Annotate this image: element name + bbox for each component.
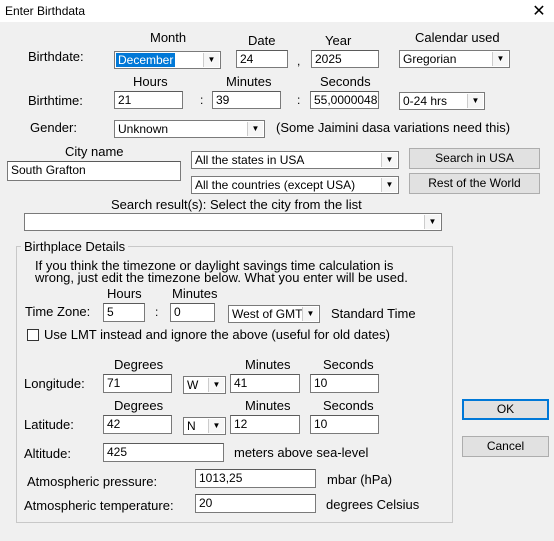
pressure-input[interactable]: 1013,25 [195, 469, 316, 488]
lmt-checkbox[interactable] [27, 329, 39, 341]
time-format-select[interactable] [399, 92, 485, 110]
month-value: December [118, 53, 174, 67]
temperature-input[interactable]: 20 [195, 494, 316, 513]
lmt-label: Use LMT instead and ignore the above (useful for old dates) [44, 327, 390, 342]
calendar-header: Calendar used [415, 30, 500, 45]
chevron-down-icon[interactable]: ▼ [302, 307, 318, 321]
altitude-unit: meters above sea-level [234, 445, 369, 460]
chevron-down-icon[interactable]: ▼ [203, 53, 219, 67]
pressure-label: Atmospheric pressure: [27, 474, 158, 489]
info-line-2: wrong, just edit the timezone below. What you enter will be used. [35, 270, 408, 285]
states-value: All the states in USA [195, 153, 305, 167]
date-input[interactable]: 24 [236, 50, 288, 68]
close-icon[interactable]: ✕ [532, 3, 546, 20]
gender-note: (Some Jaimini dasa variations need this) [276, 120, 511, 135]
rest-of-world-button[interactable]: Rest of the World [409, 173, 540, 194]
tz-minutes-input[interactable]: 0 [170, 303, 215, 322]
cancel-button[interactable]: Cancel [462, 436, 549, 457]
seconds-input[interactable]: 55,0000048 [310, 91, 379, 109]
calendar-value: Gregorian [403, 52, 457, 66]
date-separator: , [297, 54, 301, 68]
latitude-direction-select[interactable] [183, 417, 226, 435]
time-format-value: 0-24 hrs [403, 94, 448, 108]
year-input[interactable]: 2025 [311, 50, 379, 68]
minutes-input[interactable]: 39 [212, 91, 281, 109]
birthdate-label: Birthdate: [28, 49, 84, 64]
seconds-header: Seconds [320, 74, 371, 89]
birthplace-group-title: Birthplace Details [21, 239, 128, 254]
longitude-direction-select[interactable] [183, 376, 226, 394]
countries-value: All the countries (except USA) [195, 178, 356, 192]
search-results-label: Search result(s): Select the city from the list [111, 197, 362, 212]
birthtime-label: Birthtime: [28, 93, 83, 108]
city-input[interactable]: South Grafton [7, 161, 181, 181]
lat-minutes-header: Minutes [245, 398, 291, 413]
timezone-label: Time Zone: [25, 304, 91, 319]
states-select[interactable] [191, 151, 399, 169]
pressure-unit: mbar (hPa) [327, 472, 393, 487]
hours-input[interactable]: 21 [114, 91, 183, 109]
longitude-label: Longitude: [24, 376, 85, 391]
tz-hours-header: Hours [107, 286, 142, 301]
longitude-direction-value: W [187, 378, 199, 392]
lon-minutes-header: Minutes [245, 357, 291, 372]
latitude-seconds-input[interactable]: 10 [310, 415, 379, 434]
tz-hours-input[interactable]: 5 [103, 303, 145, 322]
year-header: Year [325, 33, 352, 48]
tz-type-label: Standard Time [331, 306, 416, 321]
minutes-header: Minutes [226, 74, 272, 89]
longitude-minutes-input[interactable]: 41 [230, 374, 300, 393]
info-line-1: If you think the timezone or daylight savings time calculation is [35, 258, 394, 273]
latitude-label: Latitude: [24, 417, 74, 432]
longitude-seconds-input[interactable]: 10 [310, 374, 379, 393]
gender-label: Gender: [30, 120, 77, 135]
gender-value: Unknown [118, 122, 169, 136]
chevron-down-icon[interactable]: ▼ [381, 153, 397, 167]
chevron-down-icon[interactable]: ▼ [381, 178, 397, 192]
lat-degrees-header: Degrees [114, 398, 164, 413]
tz-direction-value: West of GMT [232, 307, 303, 321]
month-select[interactable] [114, 51, 221, 69]
tz-minutes-header: Minutes [172, 286, 218, 301]
window-title: Enter Birthdata [5, 4, 86, 18]
chevron-down-icon[interactable]: ▼ [492, 52, 508, 66]
temperature-unit: degrees Celsius [326, 497, 420, 512]
lat-seconds-header: Seconds [323, 398, 374, 413]
latitude-direction-value: N [187, 419, 196, 433]
lon-seconds-header: Seconds [323, 357, 374, 372]
lon-degrees-header: Degrees [114, 357, 164, 372]
chevron-down-icon[interactable]: ▼ [208, 378, 224, 392]
temperature-label: Atmospheric temperature: [24, 498, 174, 513]
time-separator-1: : [200, 93, 204, 107]
latitude-minutes-input[interactable]: 12 [230, 415, 300, 434]
chevron-down-icon[interactable]: ▼ [424, 215, 440, 229]
month-header: Month [150, 30, 187, 45]
ok-button[interactable]: OK [462, 399, 549, 420]
search-results-select[interactable] [24, 213, 442, 231]
city-header: City name [65, 144, 124, 159]
gender-select[interactable] [114, 120, 265, 138]
latitude-degrees-input[interactable]: 42 [103, 415, 172, 434]
calendar-select[interactable] [399, 50, 510, 68]
chevron-down-icon[interactable]: ▼ [247, 122, 263, 136]
tz-separator: : [155, 305, 159, 319]
tz-direction-select[interactable] [228, 305, 320, 323]
altitude-input[interactable]: 425 [103, 443, 224, 462]
altitude-label: Altitude: [24, 446, 71, 461]
search-usa-button[interactable]: Search in USA [409, 148, 540, 169]
time-separator-2: : [297, 93, 301, 107]
countries-select[interactable] [191, 176, 399, 194]
date-header: Date [248, 33, 276, 48]
chevron-down-icon[interactable]: ▼ [208, 419, 224, 433]
hours-header: Hours [133, 74, 168, 89]
longitude-degrees-input[interactable]: 71 [103, 374, 172, 393]
chevron-down-icon[interactable]: ▼ [467, 94, 483, 108]
